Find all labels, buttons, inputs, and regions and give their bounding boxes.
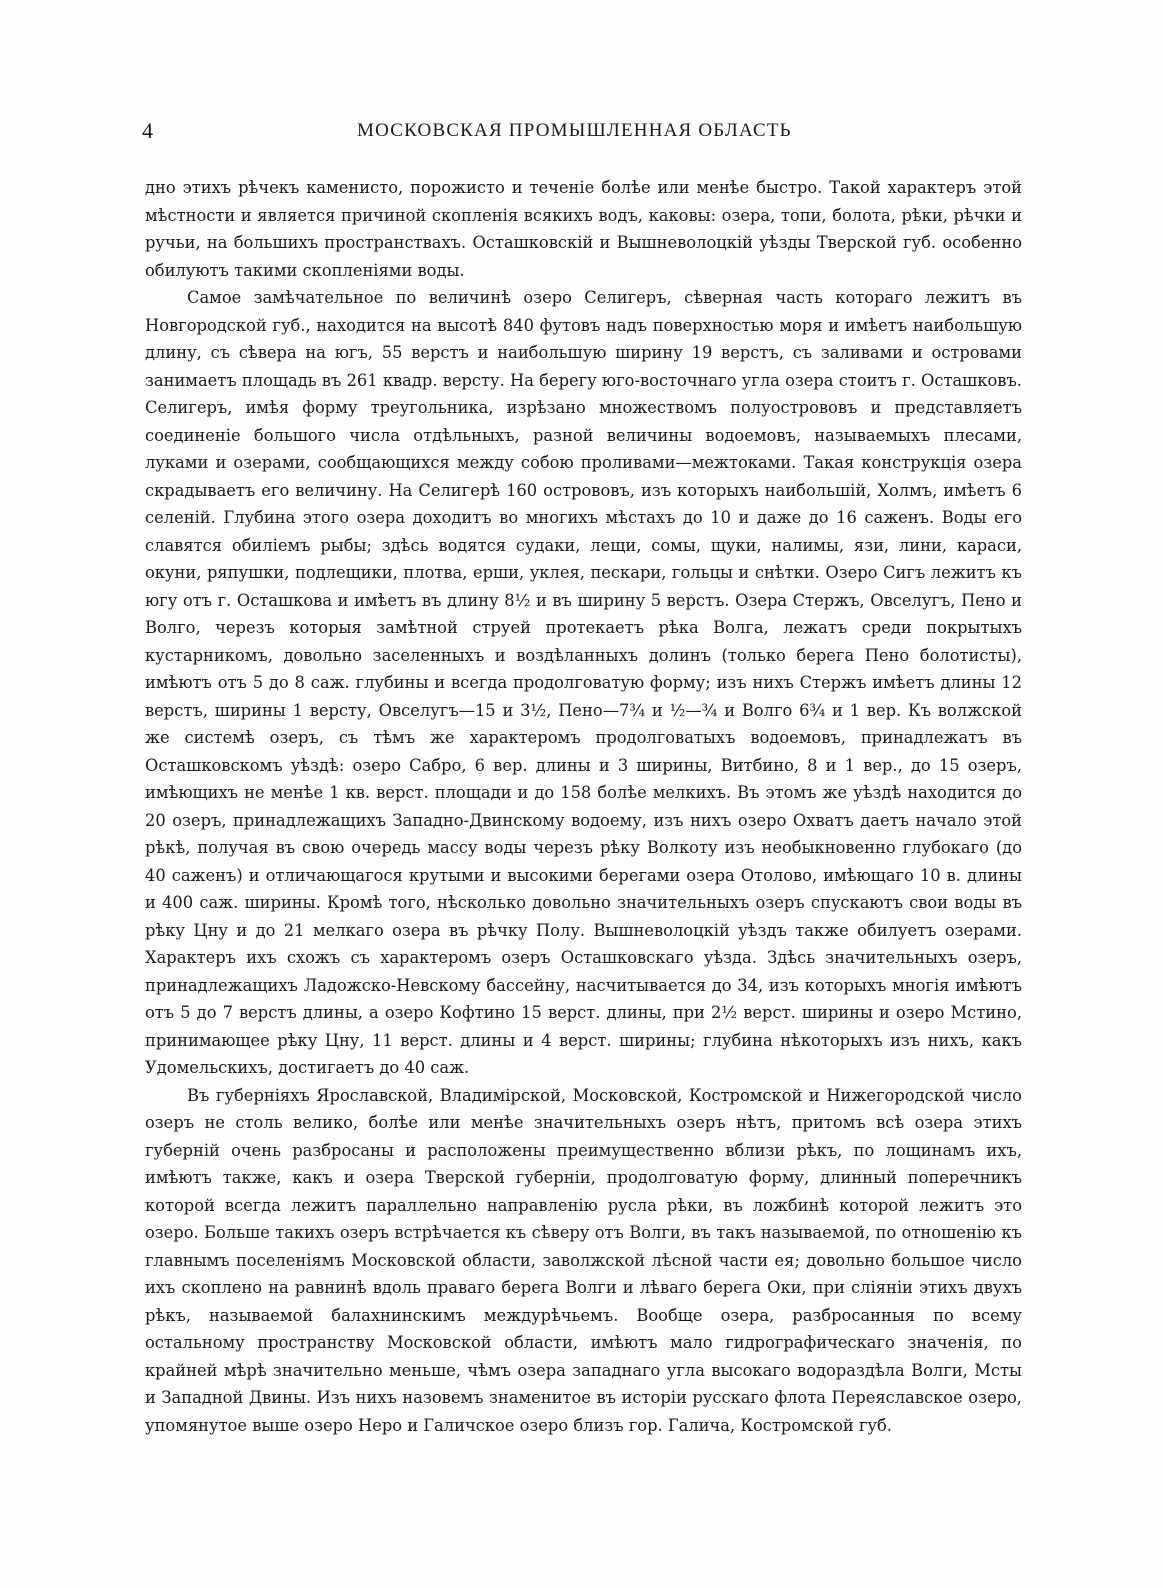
- running-title: МОСКОВСКАЯ ПРОМЫШЛЕННАЯ ОБЛАСТЬ: [357, 120, 792, 141]
- body-text: [145, 174, 1022, 1439]
- paragraph-provinces: Въ губерніяхъ Ярославской, Владимірской, Московской, Костромской и Нижегородской число озеръ не столь велико, болѣе или менѣе значительныхъ озеръ нѣтъ, притомъ всѣ озера этихъ губерній очень разбросаны и расположены преимущественно вблизи рѣкъ, по лощинамъ ихъ, имѣютъ также, какъ и озера Тверской губерніи, продолговатую форму, длинный поперечникъ которой всегда лежитъ параллельно направленію русла рѣки, въ ложбинѣ которой лежитъ это озеро. Больше такихъ озеръ встрѣчается къ сѣверу отъ Волги, въ такъ называемой, по отношенію къ главнымъ поселеніямъ Московской области, заволжской лѣсной части ея; довольно большое число ихъ скоплено на равнинѣ вдоль праваго берега Волги и лѣваго берега Оки, при сліяніи этихъ двухъ рѣкъ, называемой балахнинскимъ междурѣчьемъ. Вообще озера, разбросанныя по всему остальному пространству Московской области, имѣютъ мало гидрографическаго значенія, по крайней мѣрѣ значительно меньше, чѣмъ озера западнаго угла высокаго водораздѣла Волги, Мсты и Западной Двины. Изъ нихъ назовемъ знаменитое въ исторіи русскаго флота Переяславское озеро, упомянутое выше озеро Неро и Галичское озеро близъ гор. Галича, Костромской губ.: [145, 1085, 1022, 1435]
- page-header: [142, 118, 1022, 148]
- page-number: 4: [142, 118, 153, 143]
- paragraph-continuation: дно этихъ рѣчекъ каменисто, порожисто и теченіе болѣе или менѣе быстро. Такой характеръ этой мѣстности и является причиной скопленія всякихъ водъ, каковы: озера, топи, болота, рѣки, рѣчки и ручьи, на большихъ пространствахъ. Осташковскій и Вышневолоцкій уѣзды Тверской губ. особенно обилуютъ такими скопленіями воды.: [145, 178, 1022, 280]
- paragraph-seliger: Самое замѣчательное по величинѣ озеро Селигеръ, сѣверная часть котораго лежитъ въ Новгородской губ., находится на высотѣ 840 футовъ надъ поверхностью моря и имѣетъ наибольшую длину, съ сѣвера на югъ, 55 верстъ и наибольшую ширину 19 верстъ, съ заливами и островами занимаетъ площадь въ 261 квадр. версту. На берегу юго-восточнаго угла озера стоитъ г. Осташковъ. Селигеръ, имѣя форму треугольника, изрѣзано множествомъ полуострововъ и представляетъ соединеніе большого числа отдѣльныхъ, разной величины водоемовъ, называемыхъ плесами, луками и озерами, сообщающихся между собою проливами—межтоками. Такая конструкція озера скрадываетъ его величину. На Селигерѣ 160 острововъ, изъ которыхъ наибольшій, Холмъ, имѣетъ 6 селеній. Глубина этого озера доходитъ во многихъ мѣстахъ до 10 и даже до 16 саженъ. Воды его славятся обиліемъ рыбы; здѣсь водятся судаки, лещи, сомы, щуки, налимы, язи, лини, караси, окуни, ряпушки, подлещики, плотва, ерши, уклея, пескари, гольцы и снѣтки. Озеро Сигъ лежитъ къ югу отъ г. Осташкова и имѣетъ въ длину 8½ и въ ширину 5 верстъ. Озера Стержъ, Овселугъ, Пено и Волго, черезъ которыя замѣтной струей протекаетъ рѣка Волга, лежатъ среди покрытыхъ кустарникомъ, довольно заселенныхъ и воздѣланныхъ долинъ (только берега Пено болотисты), имѣютъ отъ 5 до 8 саж. глубины и всегда продолговатую форму; изъ нихъ Стержъ имѣетъ длины 12 верстъ, ширины 1 версту, Овселугъ—15 и 3½, Пено—7¾ и ½—¾ и Волго 6¾ и 1 вер. Къ волжской же системѣ озеръ, съ тѣмъ же характеромъ продолговатыхъ водоемовъ, принадлежатъ въ Осташковскомъ уѣздѣ: озеро Сабро, 6 вер. длины и 3 ширины, Витбино, 8 и 1 вер., до 15 озеръ, имѣющихъ не менѣе 1 кв. верст. площади и до 158 болѣе мелкихъ. Въ этомъ же уѣздѣ находится до 20 озеръ, принадлежащихъ Западно-Двинскому водоему, изъ нихъ озеро Охватъ даетъ начало этой рѣкѣ, получая въ свою очередь массу воды черезъ рѣку Волкоту изъ необыкновенно глубокаго (до 40 саженъ) и отличающагося крутыми и высокими берегами озера Отолово, имѣющаго 10 в. длины и 400 саж. ширины. Кромѣ того, нѣсколько довольно значительныхъ озеръ спускаютъ свои воды въ рѣку Цну и до 21 мелкаго озера въ рѣчку Полу. Вышневолоцкій уѣздъ также обилуетъ озерами. Характеръ ихъ схожъ съ характеромъ озеръ Осташковскаго уѣзда. Здѣсь значительныхъ озеръ, принадлежащихъ Ладожско-Невскому бассейну, насчитывается до 34, изъ которыхъ многія имѣютъ отъ 5 до 7 верстъ длины, а озеро Кофтино 15 верст. длины, при 2½ верст. ширины и озеро Мстино, принимающее рѣку Цну, 11 верст. длины и 4 верст. ширины; глубина нѣкоторыхъ изъ нихъ, какъ Удомельскихъ, достигаетъ до 40 саж.: [145, 288, 1022, 1077]
